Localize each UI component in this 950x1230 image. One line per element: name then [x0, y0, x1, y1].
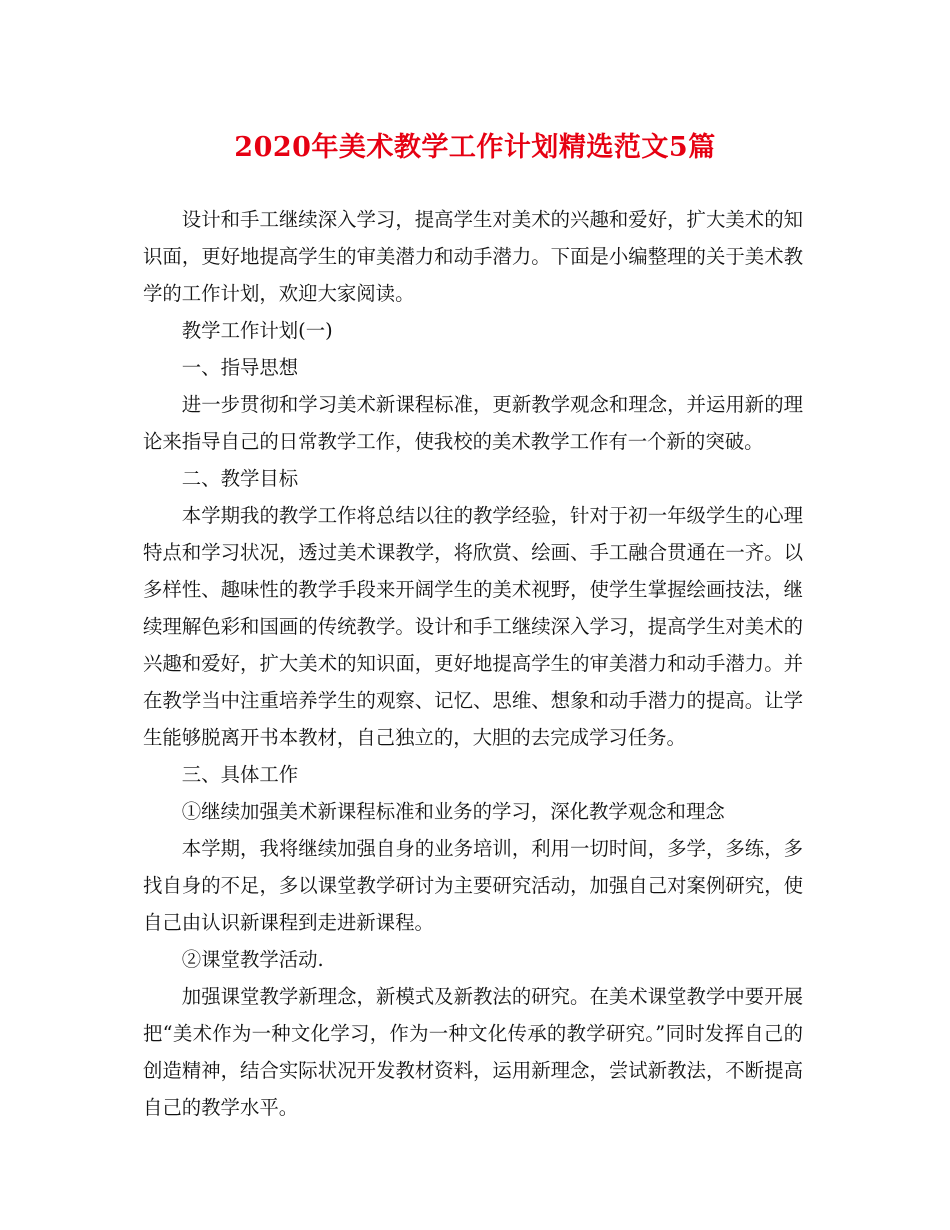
paragraph-teaching-goals: 本学期我的教学工作将总结以往的教学经验，针对于初一年级学生的心理特点和学习状况，透过美术课教学，将欣赏、绘画、手工融合贯通在一齐。以多样性、趣味性的教学手段来开阔学生的美术视野，使学生掌握绘画技法，继续理解色彩和国画的传统教学。设计和手工继续深入学习，提高学生对美术的兴趣和爱好，扩大美术的知识面，更好地提高学生的审美潜力和动手潜力。并在教学当中注重培养学生的观察、记忆、思维、想象和动手潜力的提高。让学生能够脱离开书本教材，自己独立的，大胆的去完成学习任务。 — [143, 504, 803, 749]
paragraph-intro: 设计和手工继续深入学习，提高学生对美术的兴趣和爱好，扩大美术的知识面，更好地提高学生的审美潜力和动手潜力。下面是小编整理的关于美术教学的工作计划，欢迎大家阅读。 — [143, 208, 803, 305]
section-heading-teaching-goals: 二、教学目标 — [181, 467, 299, 490]
section-heading-guiding-ideology: 一、指导思想 — [181, 356, 299, 379]
paragraph-guiding-ideology: 进一步贯彻和学习美术新课程标准，更新教学观念和理念，并运用新的理论来指导自己的日常教学工作，使我校的美术教学工作有一个新的突破。 — [143, 393, 803, 453]
subheading-curriculum-study: ①继续加强美术新课程标准和业务的学习，深化教学观念和理念 — [181, 800, 725, 823]
document-title: 2020年美术教学工作计划精选范文5篇 — [234, 132, 716, 163]
paragraph-classroom-activities: 加强课堂教学新理念，新模式及新教法的研究。在美术课堂教学中要开展把“美术作为一种文化学习，作为一种文化传承的教学研究。”同时发挥自己的创造精神，结合实际状况开发教材资料，运用新理念，尝试新教法，不断提高自己的教学水平。 — [143, 985, 803, 1119]
section-heading-plan-1: 教学工作计划(一) — [181, 319, 333, 342]
document-body — [143, 201, 803, 1126]
section-heading-specific-work: 三、具体工作 — [181, 763, 299, 786]
subheading-classroom-activities: ②课堂教学活动. — [181, 948, 324, 971]
paragraph-curriculum-study: 本学期，我将继续加强自身的业务培训，利用一切时间，多学，多练，多找自身的不足，多以课堂教学研讨为主要研究活动，加强自己对案例研究，使自己由认识新课程到走进新课程。 — [143, 837, 803, 934]
